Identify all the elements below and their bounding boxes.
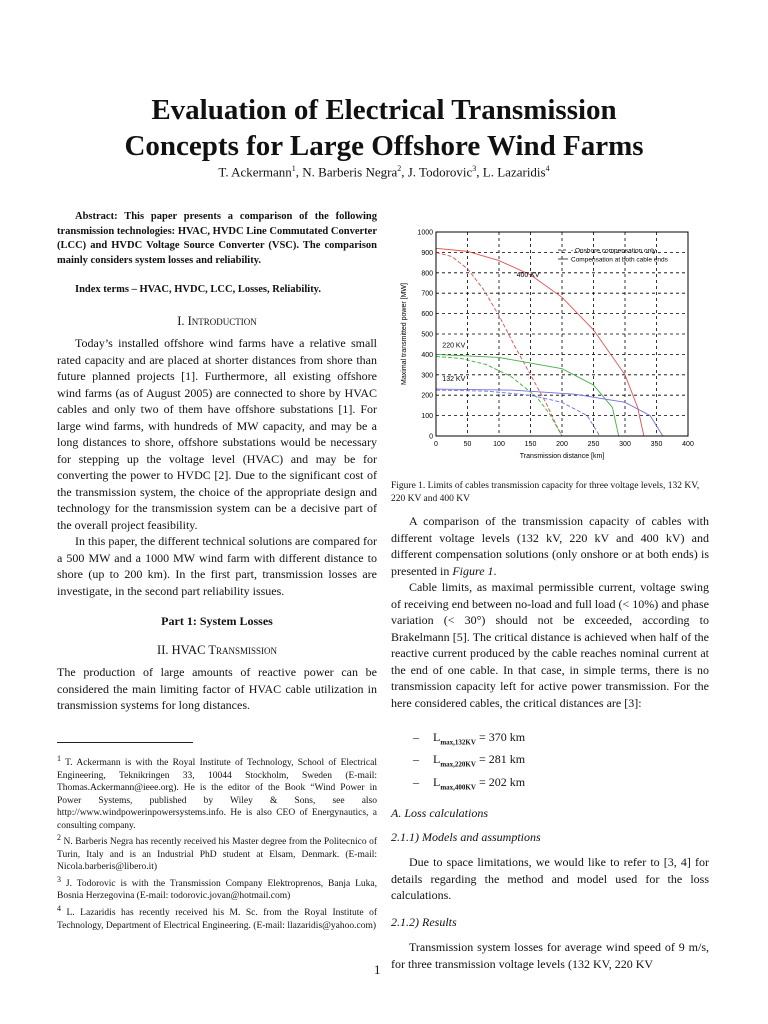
distance-label: L (433, 774, 441, 789)
footnote-3 (57, 874, 377, 903)
intro-paragraph-1: Today’s installed offshore wind farms have a relative small rated capacity and are placed at shorter distances from shore than future planned projects [1]. Furthermore, all existing offshore wind farms (as of August 2005) are connected to shore by HVAC cables and only two of them have offshore substations [1]. For large wind farms, with hundreds of MW capacity, and may be a long distances to shore, offshore substations would be necessary for stepping up the voltage level (HVAC) and may be for converting the power to HVDC [2]. Due to the significant cost of the transmission system, the choice of the appropriate design and technology for the transmission system can be a decisive part of the overall project feasibility. (57, 336, 377, 532)
title-line-1: Evaluation of Electrical Transmission (151, 94, 617, 126)
x-tick-label: 50 (463, 441, 472, 448)
footnote-3-text: J. Todorovic is with the Transmission Company Elektroprenos, Banja Luka, Bosnia Herzegovina (E-mail: todorovic.jovan@hotmail.com) (57, 878, 377, 902)
critical-distance-132 (413, 729, 709, 751)
distance-subscript: max,220KV (440, 760, 476, 769)
abstract: Abstract: This paper presents a comparison of the following transmission technologies: HVAC, HVDC Line Commutated Converter (LCC) and HVDC Voltage Source Converter (VSC). The comparison mainly considers system losses and reliability. (57, 211, 377, 266)
footnote-rule (57, 742, 193, 743)
paragraph-211: Due to space limitations, we would like to refer to [3, 4] for details regarding the method and model used for the loss calculations. (391, 855, 709, 903)
distance-subscript: max,400KV (440, 783, 476, 792)
author-4: , L. Lazaridis (476, 164, 546, 180)
author-list (0, 164, 768, 180)
page-number: 1 (374, 962, 381, 977)
annotation-132kv: 132 KV (442, 375, 466, 383)
author-3-sup: 3 (472, 164, 477, 173)
x-tick-label: 350 (650, 441, 663, 448)
author-1: T. Ackermann (218, 164, 292, 180)
footnote-4-sup: 4 (57, 903, 61, 913)
section-2-heading: II. HVAC Transmission (157, 642, 277, 657)
footnote-2-text: N. Barberis Negra has recently received his Master degree from the Politecnico of Turin, Italy and is an Industrial PhD student at Elsam, Denmark. (E-mail: Nicola.barberis@libero.it) (57, 837, 377, 873)
figure-1-caption: Figure 1. Limits of cables transmission capacity for three voltage levels, 132 KV, 220 KV and 400 KV (391, 481, 700, 504)
legend-entry: Compensation at both cable ends (571, 256, 668, 264)
footnotes (57, 753, 377, 932)
y-tick-label: 500 (421, 331, 433, 339)
distance-value: = 281 km (475, 752, 526, 767)
author-1-sup: 1 (291, 164, 296, 173)
subsection-211-heading: 2.1.1) Models and assumptions (391, 829, 541, 844)
footnote-1-text: T. Ackermann is with the Royal Institute of Technology, School of Electrical Engineering, Teknikringen 33, 10044 Stockholm, Sweden (E-mail: Thomas.Ackermann@ieee.org). He is the editor of the Book “Wind Power in Power Systems, published by Wiley & Sons, see also http://www.windpowerinpowersystems.info. He is also CEO of Energynautics, a consulting company. (57, 758, 377, 831)
x-tick-label: 200 (556, 441, 568, 448)
distance-value: = 202 km (475, 774, 526, 789)
index-terms: Index terms – HVAC, HVDC, LCC, Losses, Reliability. (75, 284, 321, 295)
distance-label: L (433, 730, 441, 744)
x-tick-label: 250 (587, 441, 600, 448)
footnote-2-sup: 2 (57, 833, 61, 843)
footnote-3-sup: 3 (57, 874, 61, 884)
paragraph-212: Transmission system losses for average wind speed of 9 m/s, for three transmission voltage levels (132 KV, 220 KV (391, 940, 709, 971)
critical-distance-list (413, 729, 709, 796)
left-column (57, 210, 377, 714)
y-tick-label: 800 (421, 270, 433, 278)
y-tick-label: 700 (421, 290, 433, 298)
legend-entry: - Onshore compensation only (571, 247, 656, 255)
footnote-4 (57, 903, 377, 932)
intro-paragraph-2: In this paper, the different technical solutions are compared for a 500 MW and a 1000 MW wind farm with different distance to shore (up to 200 km). In the first part, transmission losses are investigate, in the second part reliability issues. (57, 534, 377, 598)
x-tick-label: 150 (524, 441, 537, 448)
title-line-2: Concepts for Large Offshore Wind Farms (124, 130, 644, 162)
author-2: , N. Barberis Negra (295, 164, 398, 180)
y-tick-label: 1000 (417, 229, 433, 237)
y-tick-label: 400 (421, 351, 433, 359)
y-tick-label: 200 (421, 392, 433, 400)
distance-value: = 370 km (475, 730, 526, 744)
distance-subscript: max,132KV (440, 738, 476, 747)
critical-distance-220 (413, 751, 709, 773)
section-1-heading: I. Introduction (177, 313, 257, 328)
list-dash: – (413, 774, 419, 789)
chart-x-axis-label: Transmission distance [km] (519, 453, 605, 460)
part-1-heading: Part 1: System Losses (161, 614, 273, 628)
footnote-1-sup: 1 (57, 754, 61, 763)
series-line (436, 389, 663, 436)
author-3: , J. Todorovic (401, 164, 473, 180)
paper-title (0, 92, 768, 164)
annotation-400kv: 400 KV (516, 271, 540, 279)
subsection-212-heading: 2.1.2) Results (391, 914, 457, 929)
figure-1-reference: Figure 1 (452, 563, 494, 578)
right-paragraph-1 (391, 513, 709, 579)
list-dash: – (413, 730, 419, 744)
figure-1-chart (396, 222, 706, 462)
right-column (391, 513, 709, 972)
critical-distance-400 (413, 774, 709, 796)
right-paragraph-1-text: A comparison of the transmission capacity of cables with different voltage levels (132 kV, 220 kV and 400 kV) and different compensation solutions (only onshore or at both ends) is presented in (391, 514, 709, 578)
footnote-4-text: L. Lazaridis has recently received his M. Sc. from the Royal Institute of Technology, Department of Electrical Engineering. (E-mail: llazaridis@yahoo.com) (57, 908, 377, 931)
right-paragraph-2: Cable limits, as maximal permissible current, voltage swing of receiving end between no-load and full load (< 10%) and phase variation (< 30°) should not be exceeded, according to Brakelmann [5]. The critical distance is achieved when half of the reactive current produced by the cable reaches nominal current at the end of one cable. In that case, in simple terms, there is no transmission capacity left for active power transmission. For the here considered cables, the critical distances are [3]: (391, 580, 709, 710)
y-tick-label: 0 (429, 433, 433, 441)
chart-legend (558, 248, 669, 264)
chart-series (436, 248, 663, 436)
x-tick-label: 400 (682, 441, 694, 448)
y-tick-label: 900 (421, 249, 433, 257)
annotation-220kv: 220 KV (442, 342, 466, 350)
distance-label: L (433, 752, 441, 767)
author-4-sup: 4 (545, 164, 550, 173)
chart-y-axis-label: Maximal transmitted power [MW] (401, 283, 408, 385)
x-tick-label: 100 (493, 441, 505, 448)
x-tick-label: 0 (434, 441, 438, 448)
author-2-sup: 2 (397, 164, 402, 173)
section-2-paragraph-1: The production of large amounts of reactive power can be considered the main limiting factor of HVAC cable utilization in transmission systems for long distances. (57, 665, 377, 712)
x-tick-label: 300 (619, 441, 631, 448)
series-line (436, 390, 600, 436)
footnote-1 (57, 753, 377, 832)
y-tick-label: 600 (421, 311, 433, 319)
footnote-2 (57, 832, 377, 874)
subsection-a-heading: A. Loss calculations (391, 806, 489, 821)
right-paragraph-1-end: . (493, 563, 497, 578)
list-dash: – (413, 752, 419, 767)
y-tick-label: 300 (421, 372, 433, 380)
y-tick-label: 100 (421, 413, 433, 421)
